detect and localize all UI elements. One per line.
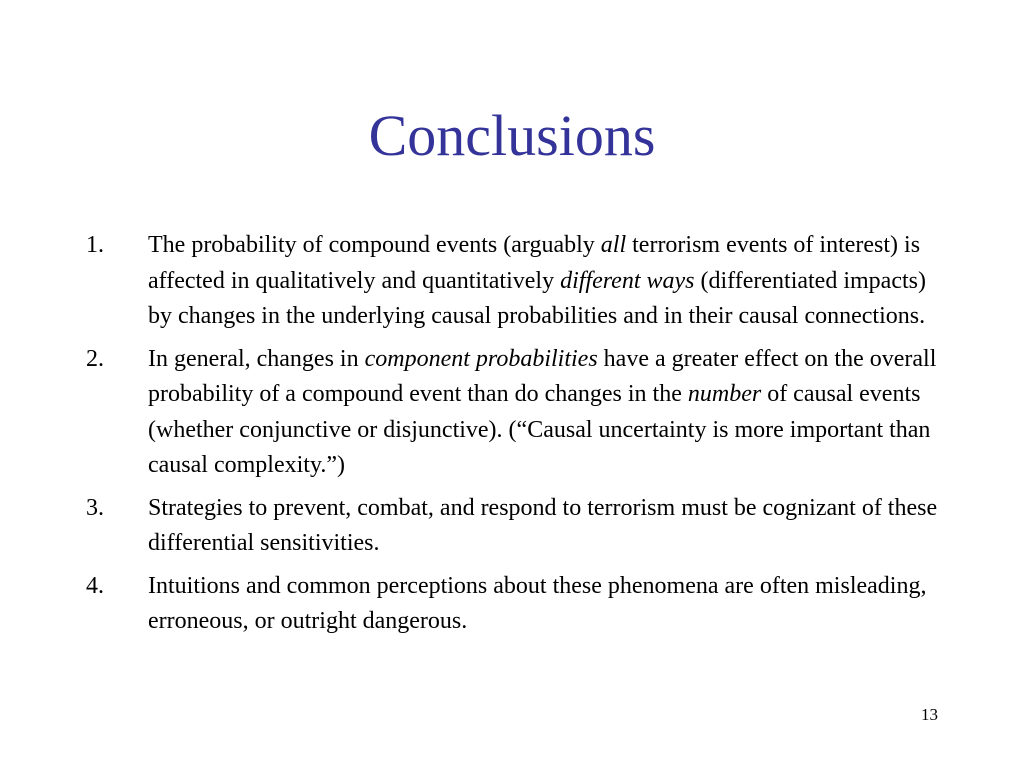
item-text-part: (differentiated impacts) by changes in the underlying causal probabilities and in their causal connections. xyxy=(148,267,926,329)
item-text-part: terrorism events of interest) is affected in qualitatively and quantitatively xyxy=(148,232,921,294)
list-item xyxy=(86,228,946,335)
item-text xyxy=(148,232,926,329)
conclusions-list xyxy=(86,228,946,647)
item-number: 2. xyxy=(86,345,104,372)
item-number: 4. xyxy=(86,572,104,599)
list-item xyxy=(86,342,946,484)
item-text-part: of causal events (whether conjunctive or disjunctive). (“Causal uncertainty is more important than causal complexity.”) xyxy=(148,381,931,478)
item-number: 1. xyxy=(86,232,104,258)
item-text-part: have a greater effect on the overall probability of a compound event than do changes in the xyxy=(148,345,937,407)
list-item xyxy=(86,491,946,562)
item-text xyxy=(148,346,936,479)
item-number: 3. xyxy=(86,494,104,521)
item-text-part: Strategies to prevent, combat, and respond to terrorism must be cognizant of these differential sensitivities. xyxy=(148,494,938,556)
item-text xyxy=(148,573,926,635)
list-item xyxy=(86,569,946,640)
slide-number: 13 xyxy=(921,705,938,724)
item-text-part: The probability of compound events (arguably xyxy=(148,232,601,258)
item-text-part: Intuitions and common perceptions about these phenomena are often misleading, erroneous, or outright dangerous. xyxy=(148,572,927,634)
item-text-emphasis: all xyxy=(600,232,627,258)
item-text-emphasis: component probabilities xyxy=(364,345,598,372)
item-text-emphasis: number xyxy=(687,381,762,407)
item-text xyxy=(148,495,937,557)
slide-title: Conclusions xyxy=(368,103,656,168)
item-text-emphasis: different ways xyxy=(560,267,695,294)
item-text-part: In general, changes in xyxy=(148,345,365,372)
